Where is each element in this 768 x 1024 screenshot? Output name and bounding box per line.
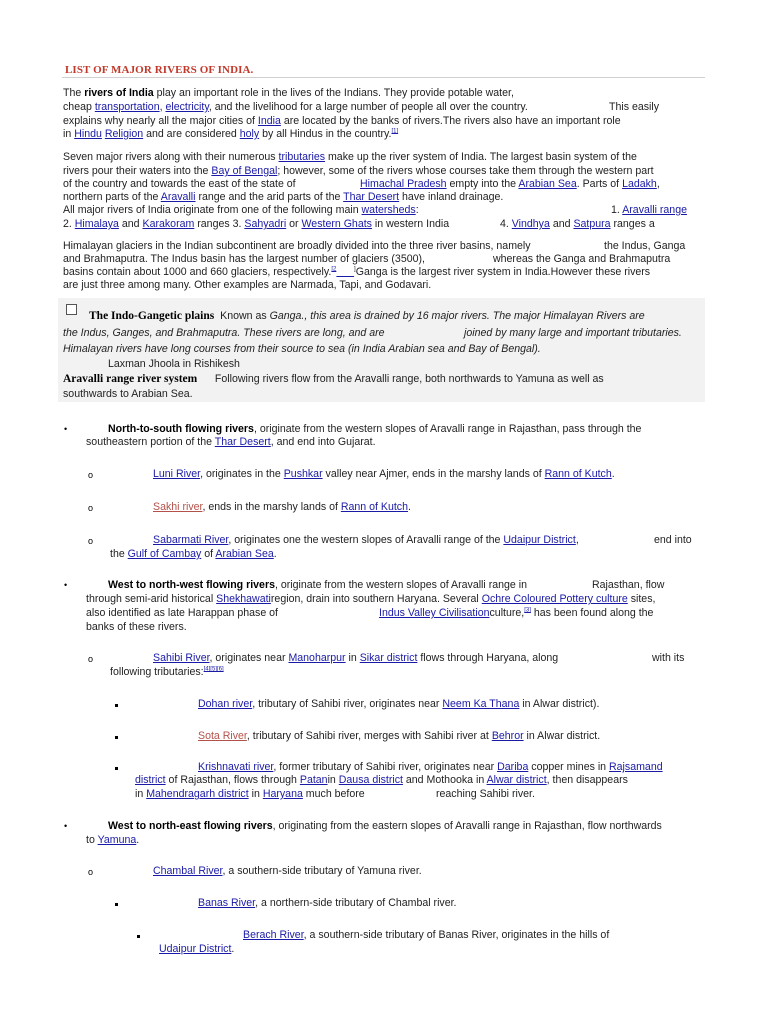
link-patan[interactable]: Patan — [299, 774, 328, 786]
para2-line-3: of the country and towards the east of the state of — [63, 178, 296, 190]
krishnavati-line-2: district of Rajasthan, flows through Patanin Dausa district and Mothooka in Alwar district, then disappears — [135, 774, 628, 786]
wnw-line-3: also identified as late Harappan phase of — [86, 607, 278, 619]
link-tributaries[interactable]: tributaries — [278, 151, 326, 163]
krishnavati-line-3: in Mahendragarh district in Haryana much before — [135, 788, 365, 800]
link-dariba[interactable]: Dariba — [497, 761, 529, 773]
link-krishnavati-river[interactable]: Krishnavati river — [198, 761, 274, 773]
sahibi-item-line-1: Sahibi River, originates near Manoharpur in Sikar district flows through Haryana, along — [153, 652, 559, 664]
para3-line-3: basins contain about 1000 and 660 glaciers, respectively.$^{[2}$ ]Ganga is the largest river system in India.However these rivers — [63, 266, 651, 278]
chambal-item: Chambal River, a southern-side tributary of Yamuna river. — [153, 865, 422, 877]
link-religion[interactable]: Religion — [104, 128, 144, 140]
wnw-line-2: through semi-arid historical Shekhawatiregion, drain into southern Haryana. Several Ochre Coloured Pottery culture sites, — [86, 593, 656, 605]
bullet-square — [115, 767, 118, 770]
link-luni-river[interactable]: Luni River — [153, 468, 201, 480]
bullet-dot: • — [64, 821, 68, 831]
link-pushkar[interactable]: Pushkar — [283, 468, 323, 480]
krishnavati-end: reaching Sahibi river. — [436, 788, 535, 800]
page-title: LIST OF MAJOR RIVERS OF INDIA. — [65, 64, 254, 76]
para3-line-4: are just three among many. Other examples are Narmada, Tapi, and Godavari. — [63, 279, 432, 291]
link-thar-desert[interactable]: Thar Desert — [343, 191, 400, 203]
link-chambal-river[interactable]: Chambal River — [153, 865, 223, 877]
link-himalaya[interactable]: Himalaya — [74, 218, 119, 230]
bullet-square — [115, 704, 118, 707]
sota-item: Sota River, tributary of Sahibi river, merges with Sahibi river at Behror in Alwar district. — [198, 730, 601, 742]
bullet-circle: o — [88, 654, 94, 664]
sahibi-item-line-2: following tributaries:[4][5][6] — [110, 666, 224, 678]
link-bay-of-bengal[interactable]: Bay of Bengal — [211, 165, 278, 177]
wnw-line-4: banks of these rivers. — [86, 621, 187, 633]
link-yamuna[interactable]: Yamuna — [97, 834, 137, 846]
bullet-dot: • — [64, 580, 68, 590]
para2-line-1: Seven major rivers along with their numerous tributaries make up the river system of India. The largest basin system of the — [63, 151, 637, 163]
link-karakoram[interactable]: Karakoram — [142, 218, 195, 230]
link-dausa-district[interactable]: Dausa district — [338, 774, 403, 786]
para3-line-1-end: the Indus, Ganga — [604, 240, 686, 252]
link-transportation[interactable]: transportation — [94, 101, 160, 113]
link-hindu[interactable]: Hindu — [74, 128, 102, 140]
para2-line-6: 2. Himalaya and Karakoram ranges 3. Sahyadri or Western Ghats in western India — [63, 218, 450, 230]
link-ochre-coloured-pottery[interactable]: Ochre Coloured Pottery culture — [481, 593, 628, 605]
link-sahyadri[interactable]: Sahyadri — [244, 218, 287, 230]
intro-line-1: The rivers of India play an important role in the lives of the Indians. They provide potable water, — [63, 87, 514, 99]
wnw-line-1: West to north-west flowing rivers, originate from the western slopes of Aravalli range in — [108, 579, 527, 591]
citation-4-5-6[interactable]: [4][5][6] — [203, 666, 224, 673]
link-sota-river[interactable]: Sota River — [198, 730, 247, 742]
link-berach-river[interactable]: Berach River — [243, 929, 304, 941]
aravalli-line-1: Aravalli range river system Following rivers flow from the Aravalli range, both northwards to Yamuna as well as — [63, 373, 604, 385]
para3-line-2-end: whereas the Ganga and Brahmaputra — [493, 253, 671, 265]
citation-3[interactable]: [3] — [524, 607, 531, 614]
intro-line-3: explains why nearly all the major cities of India are located by the banks of rivers.The rivers also have an important role — [63, 115, 621, 127]
link-arabian-sea[interactable]: Arabian Sea — [518, 178, 577, 190]
citation-2[interactable]: [2 — [331, 266, 337, 273]
para2-line-5: All major rivers of India originate from one of the following main watersheds: — [63, 204, 419, 216]
link-ladakh[interactable]: Ladakh — [622, 178, 657, 190]
bullet-dot: • — [64, 424, 68, 434]
link-manoharpur[interactable]: Manoharpur — [288, 652, 346, 664]
link-holy[interactable]: holy — [239, 128, 260, 140]
aravalli-heading: Aravalli range river system — [63, 373, 198, 385]
link-haryana[interactable]: Haryana — [262, 788, 303, 800]
luni-item: Luni River, originates in the Pushkar valley near Ajmer, ends in the marshy lands of Rann of Kutch. — [153, 468, 615, 480]
indo-line-2: the Indus, Ganges, and Brahmaputra. These rivers are long, and are — [63, 327, 385, 339]
sabarmati-item-line-2: the Gulf of Cambay of Arabian Sea. — [110, 548, 277, 560]
sabarmati-end: end into — [654, 534, 692, 546]
para2-line-6-end: 4. Vindhya and Satpura ranges a — [500, 218, 655, 230]
wnw-line-1-end: Rajasthan, flow — [592, 579, 665, 591]
link-mahendragarh-district[interactable]: Mahendragarh district — [146, 788, 249, 800]
ns-line-2: southeastern portion of the Thar Desert, and end into Gujarat. — [86, 436, 376, 448]
intro-line-4: in Hindu Religion and are considered holy by all Hindus in the country.[1] — [63, 128, 399, 140]
link-western-ghats[interactable]: Western Ghats — [301, 218, 372, 230]
rivers-of-india-bold: rivers of India — [84, 87, 154, 99]
para2-line-5-end: 1. Aravalli range — [611, 204, 687, 216]
citation-2-tail[interactable] — [336, 266, 354, 278]
link-alwar-district[interactable]: Alwar district — [486, 774, 547, 786]
indo-gangetic-heading: The Indo-Gangetic plains — [89, 310, 215, 322]
link-gulf-of-cambay[interactable]: Gulf of Cambay — [127, 548, 202, 560]
link-rann-of-kutch[interactable]: Rann of Kutch — [544, 468, 612, 480]
indo-line-1: The Indo-Gangetic plains Known as Ganga., this area is drained by 16 major rivers. The major Himalayan Rivers are — [89, 310, 645, 322]
wnw-line-3-end: Indus Valley Civilisationculture,[3] has been found along the — [379, 607, 654, 619]
indo-line-3: Himalayan rivers have long courses from their source to sea (in India Arabian sea and Bay of Bengal). — [63, 343, 541, 355]
para3-line-2: and Brahmaputra. The Indus basin has the largest number of glaciers (3500), — [63, 253, 425, 265]
wne-line-2: to Yamuna. — [86, 834, 140, 846]
link-sahibi-river[interactable]: Sahibi River — [153, 652, 210, 664]
para2-line-3b: Himachal Pradesh empty into the Arabian Sea. Parts of Ladakh, — [360, 178, 660, 190]
image-caption: Laxman Jhoola in Rishikesh — [108, 358, 240, 370]
para2-line-4: northern parts of the Aravalli range and the arid parts of the Thar Desert have inland drainage. — [63, 191, 504, 203]
bullet-circle: o — [88, 503, 94, 513]
link-shekhawati[interactable]: Shekhawati — [216, 593, 271, 605]
bullet-square-small — [137, 935, 140, 938]
link-udaipur-district-2[interactable]: Udaipur District — [159, 943, 232, 955]
wne-line-1: West to north-east flowing rivers, originating from the eastern slopes of Aravalli range in Rajasthan, flow northwards — [108, 820, 662, 832]
para2-line-2: rivers pour their waters into the Bay of Bengal; however, some of the rivers whose courses take them through the western part — [63, 165, 654, 177]
para3-line-1: Himalayan glaciers in the Indian subcontinent are broadly divided into the three river basins, namely — [63, 240, 531, 252]
berach-item-line-2: Udaipur District. — [159, 943, 235, 955]
link-behror[interactable]: Behror — [491, 730, 524, 742]
link-rajsamand[interactable]: Rajsamand — [609, 761, 663, 773]
sahibi-end: with its — [652, 652, 685, 664]
bullet-square — [115, 736, 118, 739]
sakhi-item: Sakhi river, ends in the marshy lands of Rann of Kutch. — [153, 501, 411, 513]
krishnavati-line-1: Krishnavati river, former tributary of Sahibi river, originates near Dariba copper mines in Rajsamand — [198, 761, 663, 773]
link-himachal-pradesh[interactable]: Himachal Pradesh — [360, 178, 447, 190]
link-arabian-sea-2[interactable]: Arabian Sea — [215, 548, 274, 560]
bullet-circle: o — [88, 536, 94, 546]
link-udaipur-district[interactable]: Udaipur District — [503, 534, 576, 546]
link-india[interactable]: India — [257, 115, 281, 127]
link-vindhya[interactable]: Vindhya — [511, 218, 550, 230]
link-sakhi-river[interactable]: Sakhi river — [153, 501, 203, 513]
link-sabarmati-river[interactable]: Sabarmati River — [153, 534, 229, 546]
link-aravalli[interactable]: Aravalli — [160, 191, 196, 203]
link-banas-river[interactable]: Banas River — [198, 897, 256, 909]
indo-line-2-end: joined by many large and important tributaries. — [464, 327, 682, 339]
bullet-square — [115, 903, 118, 906]
dohan-item: Dohan river, tributary of Sahibi river, originates near Neem Ka Thana in Alwar district). — [198, 698, 600, 710]
intro-line-2: cheap transportation, electricity, and the livelihood for a large number of people all over the country. — [63, 101, 528, 113]
link-watersheds[interactable]: watersheds — [361, 204, 416, 216]
sabarmati-item-line-1: Sabarmati River, originates one the western slopes of Aravalli range of the Udaipur District, — [153, 534, 579, 546]
intro-line-2-end: This easily — [609, 101, 660, 113]
link-neem-ka-thana[interactable]: Neem Ka Thana — [442, 698, 520, 710]
link-rann-of-kutch-2[interactable]: Rann of Kutch — [340, 501, 408, 513]
link-aravalli-range[interactable]: Aravalli range — [622, 204, 687, 216]
bullet-circle: o — [88, 470, 94, 480]
aravalli-line-2: southwards to Arabian Sea. — [63, 388, 193, 400]
bullet-circle: o — [88, 867, 94, 877]
banas-item: Banas River, a northern-side tributary of Chambal river. — [198, 897, 457, 909]
link-sikar-district[interactable]: Sikar district — [359, 652, 418, 664]
ns-line-1: North-to-south flowing rivers, originate from the western slopes of Aravalli range in Rajasthan, pass through the — [108, 423, 642, 435]
link-indus-valley-civilisation[interactable]: Indus Valley Civilisation — [379, 607, 490, 619]
link-electricity[interactable]: electricity — [165, 101, 209, 113]
link-dohan-river[interactable]: Dohan river — [198, 698, 253, 710]
image-placeholder-icon — [66, 304, 77, 315]
link-rajsamand-district[interactable]: district — [135, 774, 166, 786]
berach-item-line-1: Berach River, a southern-side tributary of Banas River, originates in the hills of — [243, 929, 610, 941]
link-satpura[interactable]: Satpura — [573, 218, 611, 230]
link-thar-desert-2[interactable]: Thar Desert — [214, 436, 271, 448]
title-divider — [62, 77, 705, 78]
citation-1[interactable]: [1] — [391, 128, 399, 135]
